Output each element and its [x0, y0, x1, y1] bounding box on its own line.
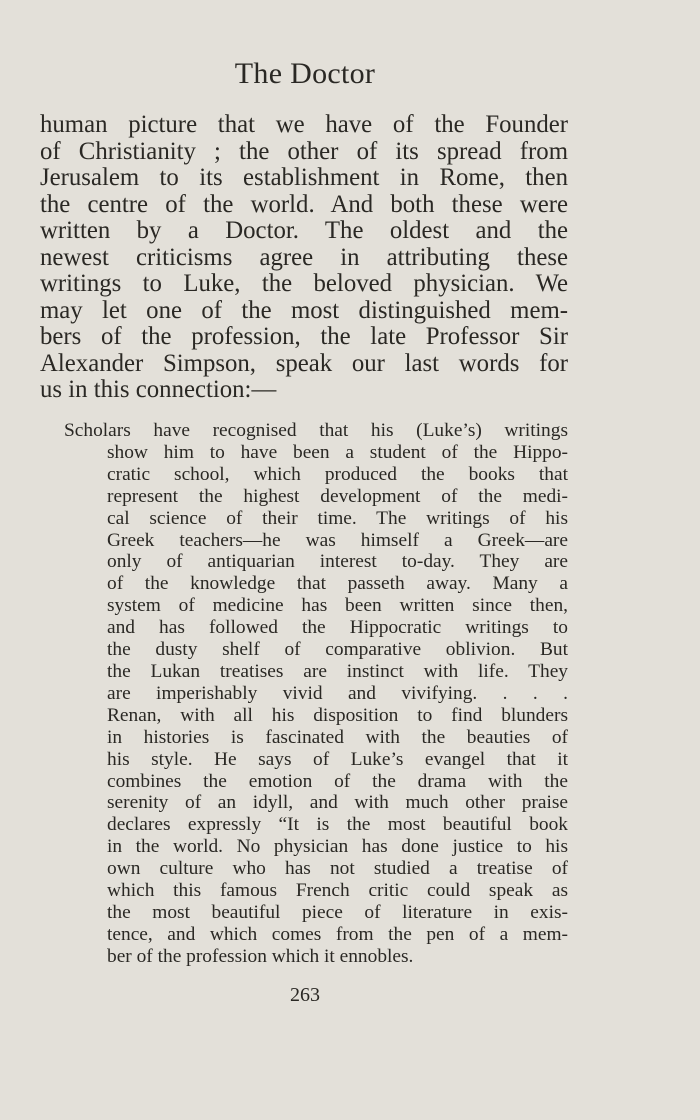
paragraph-line: bers of the profession, the late Professor Sir — [40, 323, 568, 350]
paragraph-line: of Christianity ; the other of its spread from — [40, 137, 568, 165]
paragraph-line: human picture that we have of the Founder — [40, 111, 568, 138]
main-paragraph — [40, 112, 568, 404]
quote-line: serenity of an idyll, and with much other praise — [107, 792, 568, 814]
quote-line: show him to have been a student of the Hippo- — [107, 441, 568, 463]
block-quote — [64, 420, 568, 968]
quote-line: are imperishably vivid and vivifying. . . . — [107, 682, 568, 704]
quote-line: the most beautiful piece of literature in exis- — [107, 901, 568, 923]
paragraph-line: Alexander Simpson, speak our last words for — [40, 349, 568, 377]
paragraph-line: Jerusalem to its establishment in Rome, then — [40, 164, 568, 191]
paragraph-line: may let one of the most distinguished mem- — [40, 296, 568, 324]
quote-line: and has followed the Hippocratic writings to — [107, 617, 568, 639]
quote-line: in the world. No physician has done justice to his — [107, 836, 568, 858]
quote-line: Scholars have recognised that his (Luke’s) writings — [64, 420, 568, 441]
quote-line: of the knowledge that passeth away. Many a — [107, 573, 568, 595]
quote-line: system of medicine has been written since then, — [107, 595, 568, 617]
quote-line: only of antiquarian interest to-day. They are — [107, 551, 568, 573]
quote-line: Greek teachers—he was himself a Greek—are — [107, 529, 568, 551]
paragraph-line: us in this connection:— — [40, 376, 277, 403]
quote-line: represent the highest development of the medi- — [107, 485, 568, 507]
quote-line: which this famous French critic could speak as — [107, 880, 568, 902]
quote-line: combines the emotion of the drama with the — [107, 770, 568, 792]
quote-line: in histories is fascinated with the beauties of — [107, 726, 568, 748]
quote-line: his style. He says of Luke’s evangel that it — [107, 748, 568, 770]
quote-line: own culture who has not studied a treatise of — [107, 858, 568, 880]
running-title: The Doctor — [234, 57, 376, 90]
quote-line: declares expressly “It is the most beautiful book — [107, 814, 568, 836]
paragraph-line: writings to Luke, the beloved physician. We — [40, 270, 568, 297]
quote-line: the Lukan treatises are instinct with life. They — [107, 660, 568, 682]
quote-line: ber of the profession which it ennobles. — [107, 945, 414, 967]
paragraph-line: newest criticisms agree in attributing these — [40, 243, 568, 271]
quote-line: Renan, with all his disposition to find blunders — [107, 704, 568, 726]
page-number: 263 — [290, 984, 320, 1006]
quote-line: cal science of their time. The writings of his — [107, 507, 568, 529]
paragraph-line: written by a Doctor. The oldest and the — [40, 217, 568, 244]
quote-line: the dusty shelf of comparative oblivion. But — [107, 639, 568, 661]
quote-line: tence, and which comes from the pen of a mem- — [107, 923, 568, 945]
paragraph-line: the centre of the world. And both these were — [40, 190, 568, 218]
quote-line: cratic school, which produced the books that — [107, 463, 568, 485]
